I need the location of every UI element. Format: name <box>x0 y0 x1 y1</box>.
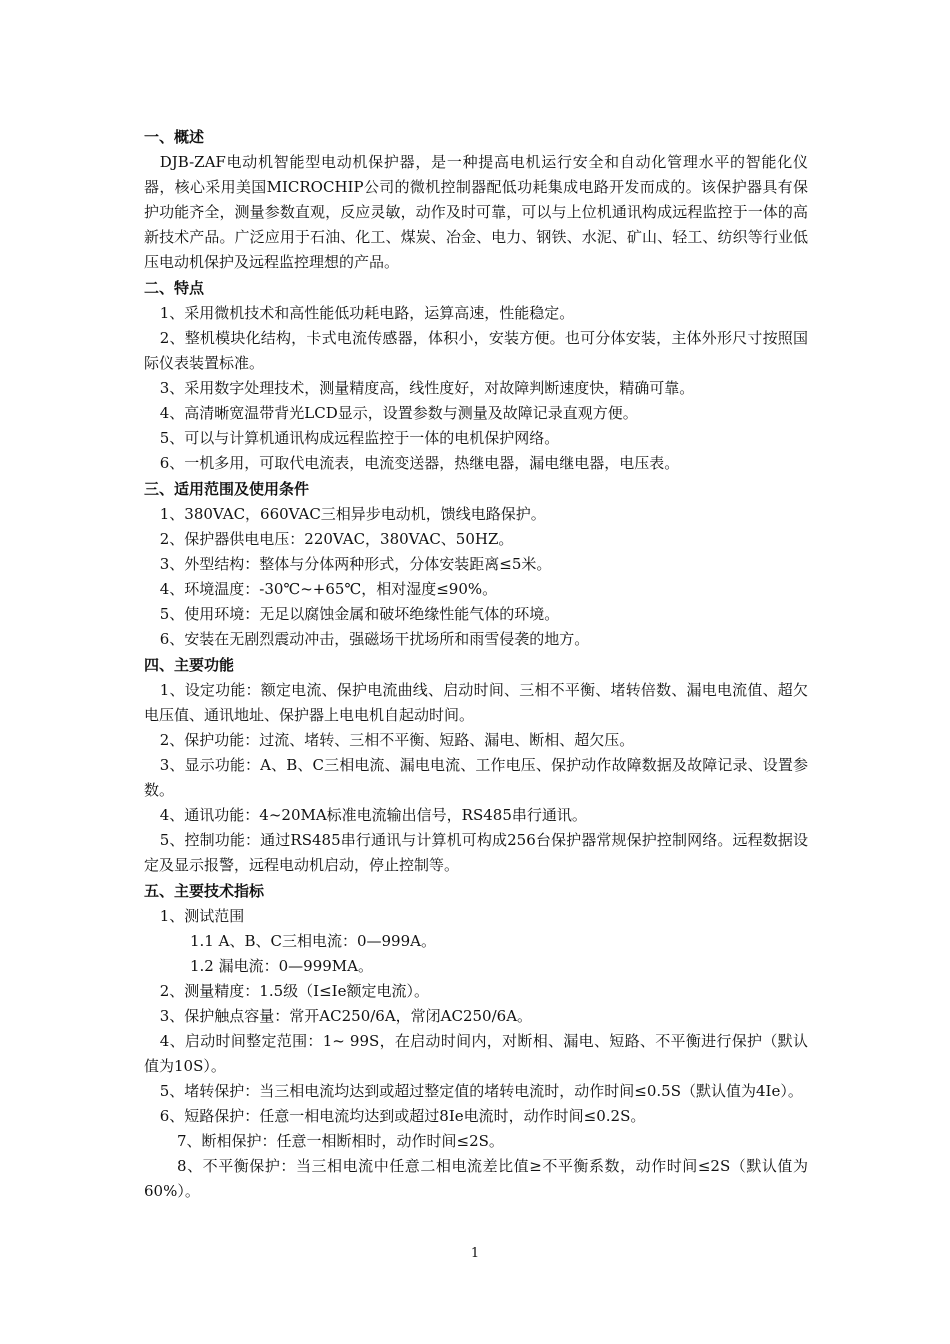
function-item: 3、显示功能：A、B、C三相电流、漏电电流、工作电压、保护动作故障数据及故障记录、设置参数。 <box>144 756 808 799</box>
section-heading-specs: 五、主要技术指标 <box>144 882 265 900</box>
spec-subitem: 1.1 A、B、C三相电流：0—999A。 <box>190 932 436 950</box>
spec-item: 3、保护触点容量：常开AC250/6A，常闭AC250/6A。 <box>159 1007 533 1025</box>
function-item: 2、保护功能：过流、堵转、三相不平衡、短路、漏电、断相、超欠压。 <box>159 731 635 749</box>
scope-item: 3、外型结构：整体与分体两种形式，分体安装距离≤5米。 <box>159 555 552 573</box>
function-item: 1、设定功能：额定电流、保护电流曲线、启动时间、三相不平衡、堵转倍数、漏电电流值、超欠电压值、通讯地址、保护器上电电机自起动时间。 <box>144 681 808 724</box>
feature-item: 6、一机多用，可取代电流表，电流变送器，热继电器，漏电继电器，电压表。 <box>159 454 680 472</box>
spec-item: 8、不平衡保护：当三相电流中任意二相电流差比值≥不平衡系数，动作时间≤2S（默认值为60%）。 <box>144 1157 808 1200</box>
section-heading-overview: 一、概述 <box>144 128 205 146</box>
section-heading-functions: 四、主要功能 <box>144 656 235 674</box>
page-number: 1 <box>470 1246 480 1261</box>
spec-item: 2、测量精度：1.5级（I≤Ie额定电流）。 <box>159 982 429 1000</box>
scope-item: 5、使用环境：无足以腐蚀金属和破坏绝缘性能气体的环境。 <box>159 605 560 623</box>
spec-item: 1、测试范围 <box>159 907 245 925</box>
function-item: 4、通讯功能：4~20MA标准电流输出信号，RS485串行通讯。 <box>159 806 587 824</box>
spec-item: 6、短路保护：任意一相电流均达到或超过8Ie电流时，动作时间≤0.2S。 <box>159 1107 646 1125</box>
function-item: 5、控制功能：通过RS485串行通讯与计算机可构成256台保护器常规保护控制网络。远程数据设定及显示报警，远程电动机启动，停止控制等。 <box>144 831 808 874</box>
feature-item: 2、整机模块化结构，卡式电流传感器，体积小，安装方便。也可分体安装，主体外形尺寸按照国际仪表装置标准。 <box>144 329 808 372</box>
scope-item: 6、安装在无剧烈震动冲击，强磁场干扰场所和雨雪侵袭的地方。 <box>159 630 590 648</box>
feature-item: 5、可以与计算机通讯构成远程监控于一体的电机保护网络。 <box>159 429 560 447</box>
feature-item: 3、采用数字处理技术，测量精度高，线性度好，对故障判断速度快，精确可靠。 <box>159 379 695 397</box>
overview-paragraph: DJB-ZAF电动机智能型电动机保护器，是一种提高电机运行安全和自动化管理水平的智能化仪器，核心采用美国MICROCHIP公司的微机控制器配低功耗集成电路开发而成的。该保护器具有保护功能齐全，测量参数直观，反应灵敏，动作及时可靠，可以与上位机通讯构成远程监控于一体的高新技术产品。广泛应用于石油、化工、煤炭、冶金、电力、钢铁、水泥、矿山、轻工、纺织等行业低压电动机保护及远程监控理想的产品。 <box>144 153 808 271</box>
feature-item: 4、高清晰宽温带背光LCD显示，设置参数与测量及故障记录直观方便。 <box>159 404 638 422</box>
spec-item: 4、启动时间整定范围：1~ 99S，在启动时间内，对断相、漏电、短路、不平衡进行保护（默认值为10S）。 <box>144 1032 808 1075</box>
section-heading-scope: 三、适用范围及使用条件 <box>144 480 310 498</box>
spec-item: 5、堵转保护：当三相电流均达到或超过整定值的堵转电流时，动作时间≤0.5S（默认值为4Ie）。 <box>159 1082 803 1100</box>
section-heading-features: 二、特点 <box>144 279 205 297</box>
feature-item: 1、采用微机技术和高性能低功耗电路，运算高速，性能稳定。 <box>159 304 575 322</box>
scope-item: 4、环境温度：-30℃~+65℃，相对湿度≤90%。 <box>159 580 498 598</box>
spec-subitem: 1.2 漏电流：0—999MA。 <box>190 957 373 975</box>
scope-item: 1、380VAC，660VAC三相异步电动机，馈线电路保护。 <box>159 505 546 523</box>
scope-item: 2、保护器供电电压：220VAC，380VAC、50HZ。 <box>159 530 514 548</box>
spec-item: 7、断相保护：任意一相断相时，动作时间≤2S。 <box>177 1132 504 1150</box>
document-body <box>144 124 808 1204</box>
